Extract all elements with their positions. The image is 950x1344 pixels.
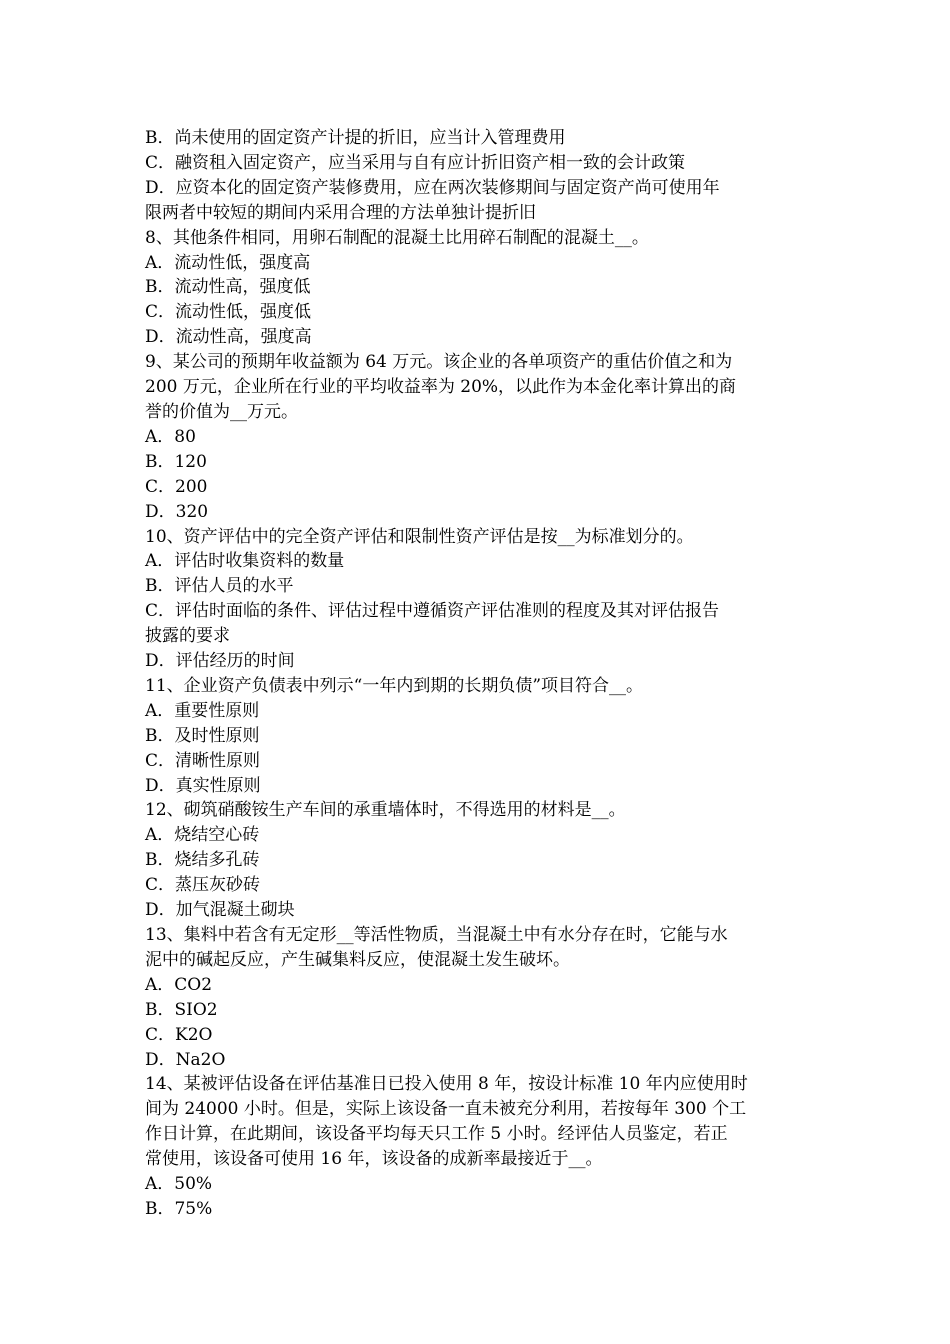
option-line: B．75% xyxy=(145,1198,213,1219)
option-line: B．烧结多孔砖 xyxy=(145,850,260,871)
option-line: D．流动性高，强度高 xyxy=(145,327,312,348)
option-line: A．80 xyxy=(145,426,196,447)
question-13: 13、集料中若含有无定形__等活性物质，当混凝土中有水分存在时，它能与水 xyxy=(145,925,728,945)
text-line: 披露的要求 xyxy=(145,626,230,647)
option-line: D．评估经历的时间 xyxy=(145,651,295,672)
question-8: 8、其他条件相同，用卵石制配的混凝土比用碎石制配的混凝土__。 xyxy=(145,227,649,248)
question-9: 9、某公司的预期年收益额为 64 万元。该企业的各单项资产的重估价值之和为 xyxy=(145,352,733,373)
option-line: B．评估人员的水平 xyxy=(145,576,294,597)
question-10: 10、资产评估中的完全资产评估和限制性资产评估是按__为标准划分的。 xyxy=(145,526,694,547)
option-line: B．及时性原则 xyxy=(145,725,260,746)
option-line: D．真实性原则 xyxy=(145,775,261,796)
text-line: 200 万元，企业所在行业的平均收益率为 20%，以此作为本金化率计算出的商 xyxy=(145,377,737,398)
option-line: C．K2O xyxy=(145,1024,213,1045)
text-line: C．融资租入固定资产，应当采用与自有应计折旧资产相一致的会计政策 xyxy=(145,152,686,173)
option-line: C．评估时面临的条件、评估过程中遵循资产评估准则的程度及其对评估报告 xyxy=(145,601,720,622)
question-11: 11、企业资产负债表中列示“一年内到期的长期负债”项目符合__。 xyxy=(145,675,644,696)
text-line: 誉的价值为__万元。 xyxy=(145,401,298,422)
option-line: B．流动性高，强度低 xyxy=(145,277,311,298)
option-line: A．烧结空心砖 xyxy=(145,825,260,846)
option-line: D．加气混凝土砌块 xyxy=(145,900,295,921)
option-line: A．评估时收集资料的数量 xyxy=(145,551,345,572)
option-line: D．Na2O xyxy=(145,1049,226,1070)
document-body xyxy=(145,126,807,1222)
option-line: A．重要性原则 xyxy=(145,700,260,721)
option-line: C．200 xyxy=(145,476,208,497)
question-14: 14、某被评估设备在评估基准日已投入使用 8 年，按设计标准 10 年内应使用时 xyxy=(145,1074,748,1095)
option-line: B．SIO2 xyxy=(145,999,218,1020)
text-line: 限两者中较短的期间内采用合理的方法单独计提折旧 xyxy=(145,202,536,223)
text-line: B．尚未使用的固定资产计提的折旧，应当计入管理费用 xyxy=(145,128,566,148)
option-line: A．50% xyxy=(145,1174,213,1195)
text-line: D．应资本化的固定资产装修费用，应在两次装修期间与固定资产尚可使用年 xyxy=(145,177,720,198)
option-line: C．清晰性原则 xyxy=(145,750,261,771)
option-line: D．320 xyxy=(145,501,209,522)
option-line: A．流动性低，强度高 xyxy=(145,252,311,273)
text-line: 间为 24000 小时。但是，实际上该设备一直未被充分利用，若按每年 300 个工 xyxy=(145,1099,747,1120)
text-line: 作日计算，在此期间，该设备平均每天只工作 5 小时。经评估人员鉴定，若正 xyxy=(145,1124,728,1145)
option-line: C．流动性低，强度低 xyxy=(145,302,312,323)
text-line: 常使用，该设备可使用 16 年，该设备的成新率最接近于__。 xyxy=(145,1149,603,1170)
option-line: A．CO2 xyxy=(145,974,213,995)
option-line: B．120 xyxy=(145,451,207,472)
text-line: 泥中的碱起反应，产生碱集料反应，使混凝土发生破坏。 xyxy=(145,949,570,970)
question-12: 12、砌筑硝酸铵生产车间的承重墙体时，不得选用的材料是__。 xyxy=(145,800,626,821)
option-line: C．蒸压灰砂砖 xyxy=(145,875,261,896)
